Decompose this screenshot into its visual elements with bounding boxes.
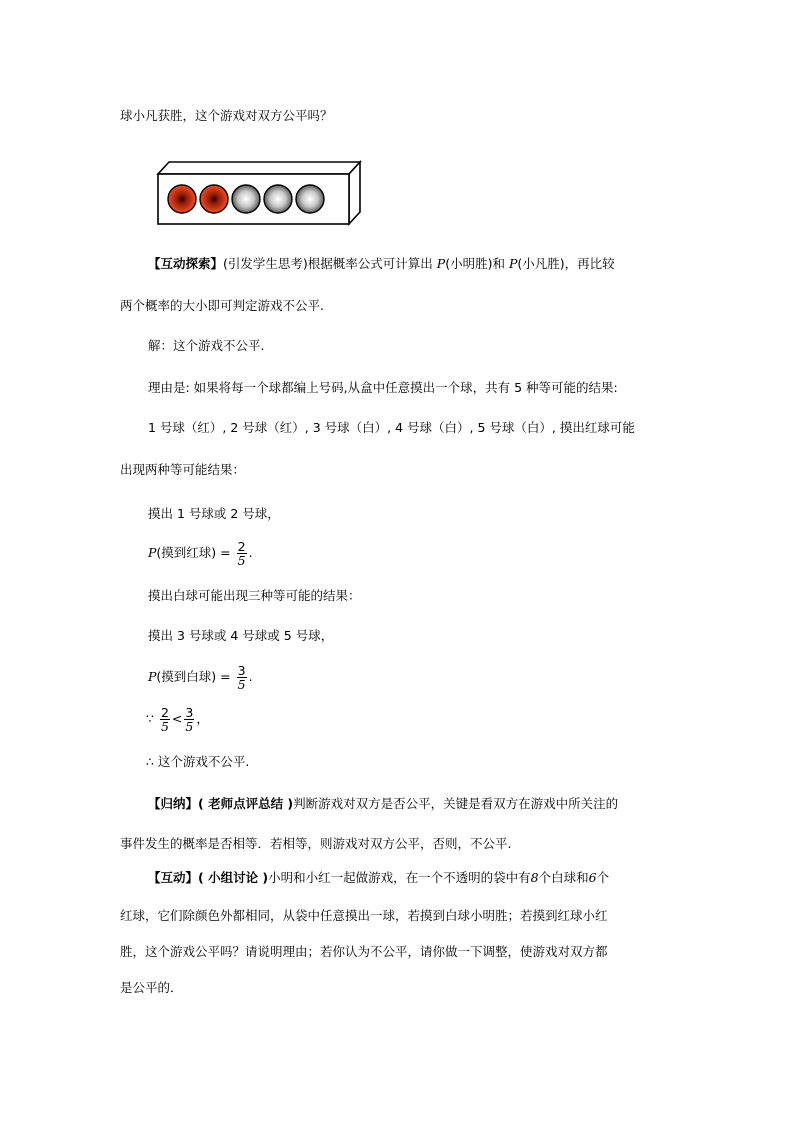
summary-line-2: 事件发生的概率是否相等．若相等，则游戏对双方公平，否则，不公平. [120, 836, 512, 851]
fraction-white: $\frac{3}{5}$ [237, 663, 246, 692]
comparison-line: ∵ $\frac{2}{5}$ < $\frac{3}{5}$ ， [146, 705, 209, 734]
intro-tail-text: 球小凡获胜，这个游戏对双方公平吗？ [120, 108, 333, 123]
ball-box-illustration [150, 158, 366, 230]
interact-line-4: 是公平的． [120, 980, 183, 995]
therefore-line: ∴ 这个游戏不公平. [146, 754, 250, 769]
ball-white [264, 185, 292, 213]
prob-red-line: P(摸到红球) = $\frac{2}{5}$ . [148, 539, 253, 568]
interact-line-1: 【互动】( 小组讨论 )小明和小红一起做游戏，在一个不透明的袋中有8个白球和6个 [148, 870, 610, 885]
solution-line-7: 摸出白球可能出现三种等可能的结果： [148, 588, 361, 603]
fraction-red: $\frac{2}{5}$ [237, 539, 246, 568]
summary-line-1: 【归纳】( 老师点评总结 )判断游戏对双方是否公平，关键是看双方在游戏中所关注的 [148, 796, 619, 811]
interact-tag: 【互动】 [148, 870, 199, 885]
ball-red [168, 185, 196, 213]
explore-tag: 【互动探索】 [148, 256, 224, 271]
explore-line-2: 两个概率的大小即可判定游戏不公平. [120, 298, 324, 313]
ball-white [232, 185, 260, 213]
solution-line-8: 摸出 3 号球或 4 号球或 5 号球， [148, 628, 334, 643]
solution-line-4: 出现两种等可能结果： [120, 462, 246, 477]
solution-line-1: 解：这个游戏不公平. [148, 338, 265, 353]
box-top-face [158, 162, 360, 174]
ball-red [200, 185, 228, 213]
prob-white-line: P(摸到白球) = $\frac{3}{5}$ . [148, 663, 253, 692]
interact-line-3: 胜，这个游戏公平吗？请说明理由；若你认为不公平，请你做一下调整，使游戏对双方都 [120, 944, 608, 959]
solution-line-3: 1 号球（红）, 2 号球（红）, 3 号球（白）, 4 号球（白）, 5 号球（白）, 摸出红球可能 [148, 420, 635, 435]
fraction-compare-left: $\frac{2}{5}$ [160, 705, 169, 734]
ball-white [296, 185, 324, 213]
summary-tag: 【归纳】 [148, 796, 199, 811]
because-symbol: ∵ [146, 711, 154, 726]
explore-line-1: 【互动探索】(引发学生思考)根据概率公式可计算出 P(小明胜)和 P(小凡胜)，再比较 [148, 256, 615, 271]
solution-line-2: 理由是: 如果将每一个球都编上号码,从盒中任意摸出一个球，共有 5 种等可能的结果: [148, 380, 618, 395]
box-side-face [349, 162, 360, 224]
fraction-compare-right: $\frac{3}{5}$ [185, 705, 194, 734]
solution-line-5: 摸出 1 号球或 2 号球， [148, 506, 280, 521]
interact-line-2: 红球，它们除颜色外都相同，从袋中任意摸出一球，若摸到白球小明胜；若摸到红球小红 [120, 908, 608, 923]
